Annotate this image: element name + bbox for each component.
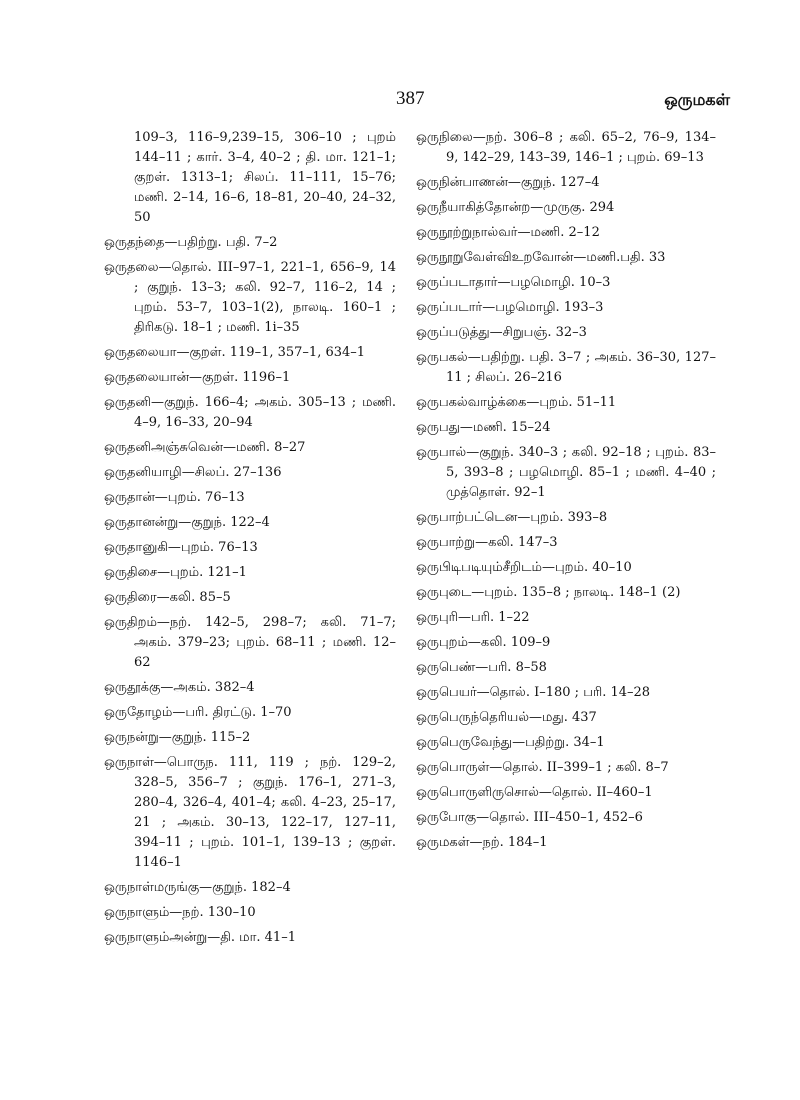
index-entry: ஒருநூற்றுநால்வர்—மணி. 2–12: [416, 225, 600, 240]
index-entry: ஒருப்படாதார்—பழமொழி. 10–3: [416, 275, 611, 290]
index-entry: ஒருபிடிபடியும்சீறிடம்—புறம். 40–10: [416, 560, 632, 575]
index-entry: ஒருமகள்—நற். 184–1: [416, 835, 548, 850]
index-entry: ஒருபுறம்—கலி. 109–9: [416, 635, 551, 650]
index-entry: ஒருபெண்—பரி. 8–58: [416, 660, 547, 675]
index-entry: ஒருதந்தை—பதிற்று. பதி. 7–2: [104, 235, 278, 250]
index-entry: ஒருதானன்று—குறுந். 122–4: [104, 515, 270, 530]
index-entry: ஒருதிரை—கலி. 85–5: [104, 590, 231, 605]
index-entry: ஒருபெருந்தெரியல்—மது. 437: [416, 710, 597, 725]
index-entry: ஒருதானுகி—புறம். 76–13: [104, 540, 258, 555]
index-entry: ஒருபொருளிருசொல்—தொல். II–460–1: [416, 785, 653, 800]
index-entry: ஒருபது—மணி. 15–24: [416, 420, 551, 435]
index-entry: ஒருதலையான்—குறள். 1196–1: [104, 370, 291, 385]
index-entry: 109–3, 116–9,239–15, 306–10 ; புறம் 144–11 ; கார். 3–4, 40–2 ; தி. மா. 121–1; குறள். 1313–1; சிலப். 11–111, 15–76; மணி. 2–14, 16–6, 18–81, 20–40, 24–32, 50: [134, 130, 396, 225]
index-entry: ஒருதனியாழி—சிலப். 27–136: [104, 465, 282, 480]
index-entry: ஒருநாள்—பொருந. 111, 119 ; நற். 129–2, 328–5, 356–7 ; குறுந். 176–1, 271–3, 280–4, 326–4, 401–4; கலி. 4–23, 25–17, 21 ; அகம். 30–13, 122–17, 127–11, 394–11 ; புறம். 101–1, 139–13 ; குறள். 1146–1: [104, 755, 396, 870]
index-entry: ஒருபெருவேந்து—பதிற்று. 34–1: [416, 735, 605, 750]
index-entry: ஒருதோழம்—பரி. திரட்டு. 1–70: [104, 705, 292, 720]
index-entry: ஒருபகல்வாழ்க்கை—புறம். 51–11: [416, 395, 617, 410]
index-entry: ஒருநூறுவேள்விஉறவோன்—மணி.பதி. 33: [416, 250, 666, 265]
index-entry: ஒருபோகு—தொல். III–450–1, 452–6: [416, 810, 643, 825]
running-head: ஒருமகள்: [664, 90, 730, 109]
index-entry: ஒருபகல்—பதிற்று. பதி. 3–7 ; அகம். 36–30, 127–11 ; சிலப். 26–216: [416, 350, 716, 385]
page-header: [0, 88, 800, 118]
index-entry: ஒருதூக்கு—அகம். 382–4: [104, 680, 255, 695]
index-entry: ஒருபாற்பட்டென—புறம். 393–8: [416, 510, 608, 525]
index-entry: ஒருதனி—குறுந். 166–4; அகம். 305–13 ; மணி. 4–9, 16–33, 20–94: [104, 395, 396, 430]
index-entry: ஒருநீயாகித்தோன்ற—முருகு. 294: [416, 200, 615, 215]
index-entry: ஒருநிலை—நற். 306–8 ; கலி. 65–2, 76–9, 134–9, 142–29, 143–39, 146–1 ; புறம். 69–13: [416, 130, 716, 165]
index-entry: ஒருதலையா—குறள். 119–1, 357–1, 634–1: [104, 345, 366, 360]
index-entry: ஒருதான்—புறம். 76–13: [104, 490, 245, 505]
index-entry: ஒருப்படுத்து—சிறுபஞ். 32–3: [416, 325, 587, 340]
index-entry: ஒருதிறம்—நற். 142–5, 298–7; கலி. 71–7; அகம். 379–23; புறம். 68–11 ; மணி. 12–62: [104, 615, 396, 670]
index-entry: ஒருப்படார்—பழமொழி. 193–3: [416, 300, 604, 315]
page-number: 387: [396, 88, 425, 109]
index-entry: ஒருநாள்மருங்கு—குறுந். 182–4: [104, 880, 291, 895]
index-entry: ஒருபுடை—புறம். 135–8 ; நாலடி. 148–1 (2): [416, 585, 681, 600]
index-entry: ஒருநன்று—குறுந். 115–2: [104, 730, 251, 745]
index-entry: ஒருபொருள்—தொல். II–399–1 ; கலி. 8–7: [416, 760, 669, 775]
right-column: [416, 128, 716, 858]
index-entry: ஒருபுரி—பரி. 1–22: [416, 610, 530, 625]
index-entry: ஒருநின்பாணன்—குறுந். 127–4: [416, 175, 600, 190]
index-entry: ஒருபெயர்—தொல். I–180 ; பரி. 14–28: [416, 685, 651, 700]
index-entry: ஒருதனிஅஞ்சுவென்—மணி. 8–27: [104, 440, 306, 455]
index-entry: ஒருதலை—தொல். III–97–1, 221–1, 656–9, 14 ; குறுந். 13–3; கலி. 92–7, 116–2, 14 ; புறம். 53–7, 103–1(2), நாலடி. 160–1 ; திரிகடு. 18–1 ; மணி. 1i–35: [104, 260, 396, 335]
index-entry: ஒருநாளும்—நற். 130–10: [104, 905, 256, 920]
index-entry: ஒருதிசை—புறம். 121–1: [104, 565, 247, 580]
index-entry: ஒருபால்—குறுந். 340–3 ; கலி. 92–18 ; புறம். 83–5, 393–8 ; பழமொழி. 85–1 ; மணி. 4–40 ; முத்தொள். 92–1: [416, 445, 716, 500]
index-entry: ஒருநாளும்அன்று—தி. மா. 41–1: [104, 930, 296, 945]
index-entry: ஒருபாற்று—கலி. 147–3: [416, 535, 558, 550]
left-column: [104, 128, 396, 953]
